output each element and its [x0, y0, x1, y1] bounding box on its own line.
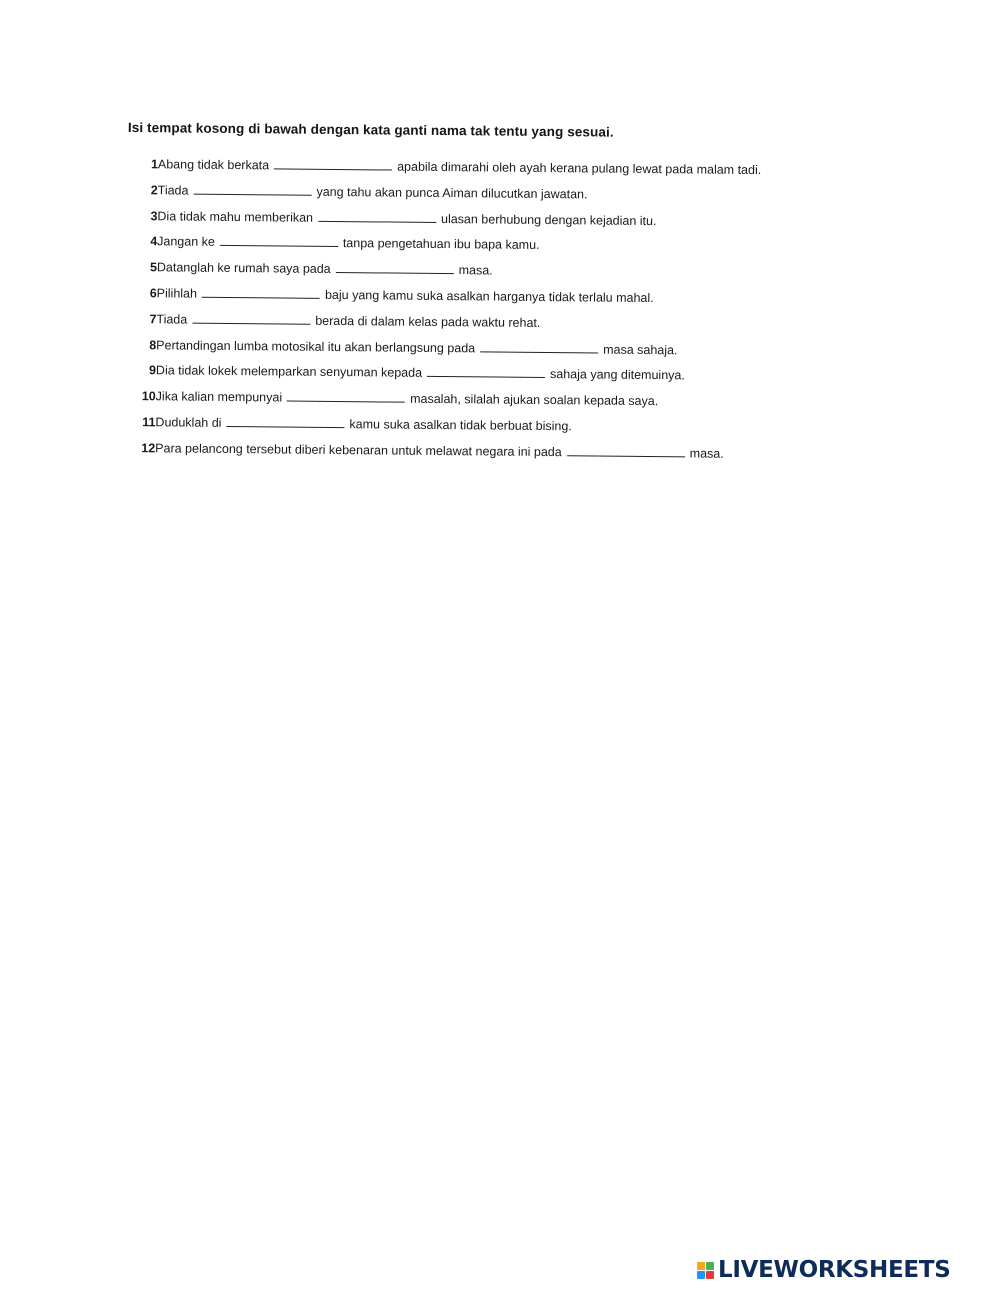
question-text	[158, 183, 588, 201]
question-text-after: tanpa pengetahuan ibu bapa kamu.	[342, 236, 540, 253]
question-text	[157, 260, 493, 277]
question-text-before: Jika kalian mempunyai	[155, 389, 283, 405]
question-number: 8	[149, 337, 157, 352]
answer-blank[interactable]	[567, 445, 685, 457]
question-number: 11	[142, 415, 156, 430]
question-text-before: Pertandingan lumba motosikal itu akan berlangsung pada	[156, 337, 476, 355]
answer-blank[interactable]	[480, 341, 598, 353]
liveworksheets-logo-icon	[697, 1262, 714, 1279]
liveworksheets-brand[interactable]	[697, 1255, 950, 1285]
question-number: 5	[149, 260, 158, 275]
question-text-before: Dia tidak lokek melemparkan senyuman kepada	[155, 363, 423, 381]
logo-square	[706, 1271, 714, 1279]
question-text	[156, 312, 540, 330]
question-text-before: Tiada	[156, 312, 188, 327]
question-text-after: yang tahu akan punca Aiman dilucutkan jawatan.	[316, 184, 588, 202]
question-text	[155, 415, 571, 433]
answer-blank[interactable]	[202, 287, 320, 299]
instruction-heading: Isi tempat kosong di bawah dengan kata ganti nama tak tentu yang sesuai.	[127, 120, 614, 140]
answer-blank[interactable]	[427, 366, 545, 378]
answer-blank[interactable]	[220, 235, 338, 247]
question-text-before: Dia tidak mahu memberikan	[157, 208, 314, 225]
question-number: 1	[150, 157, 158, 172]
logo-square	[697, 1262, 705, 1270]
question-text-after: masa sahaja.	[603, 342, 678, 357]
question-text-after: ulasan berhubung dengan kejadian itu.	[440, 211, 657, 228]
question-number: 3	[150, 208, 158, 223]
answer-blank[interactable]	[226, 416, 344, 428]
answer-blank[interactable]	[287, 391, 405, 403]
question-text-before: Datanglah ke rumah saya pada	[156, 260, 331, 277]
question-text-after: baju yang kamu suka asalkan harganya tidak terlalu mahal.	[324, 287, 654, 306]
answer-blank[interactable]	[193, 183, 311, 195]
question-text-after: sahaja yang ditemuinya.	[549, 367, 685, 383]
question-text-before: Para pelancong tersebut diberi kebenaran untuk melawat negara ini pada	[155, 441, 562, 459]
question-text-after: masalah, silalah ajukan soalan kepada saya.	[410, 391, 659, 409]
question-text	[157, 235, 540, 253]
question-number: 6	[149, 286, 157, 301]
question-text-before: Pilihlah	[156, 286, 198, 301]
answer-blank[interactable]	[318, 210, 436, 222]
question-number: 9	[148, 363, 157, 378]
question-number: 12	[141, 440, 156, 456]
answer-blank[interactable]	[192, 312, 310, 324]
question-text	[158, 157, 761, 177]
question-number: 4	[150, 234, 158, 249]
logo-square	[697, 1271, 705, 1279]
question-number: 10	[141, 389, 156, 404]
question-text-after: kamu suka asalkan tidak berbuat bising.	[349, 417, 572, 434]
question-text-after: berada di dalam kelas pada waktu rehat.	[315, 313, 541, 330]
brand-name: LIVEWORKSHEETS	[718, 1257, 951, 1283]
question-text-after: apabila dimarahi oleh ayah kerana pulang lewat pada malam tadi.	[397, 159, 762, 178]
question-number: 2	[150, 183, 158, 198]
question-text-after: masa.	[458, 263, 493, 278]
question-text-before: Jangan ke	[157, 234, 215, 250]
question-number: 7	[149, 311, 157, 327]
question-text-before: Duduklah di	[155, 415, 222, 430]
question-text-before: Abang tidak berkata	[157, 157, 270, 173]
question-text-before: Tiada	[157, 183, 189, 198]
answer-blank[interactable]	[336, 262, 454, 274]
logo-square	[706, 1262, 714, 1270]
question-text-after: masa.	[689, 446, 724, 461]
question-list	[125, 157, 868, 474]
answer-blank[interactable]	[274, 158, 392, 170]
